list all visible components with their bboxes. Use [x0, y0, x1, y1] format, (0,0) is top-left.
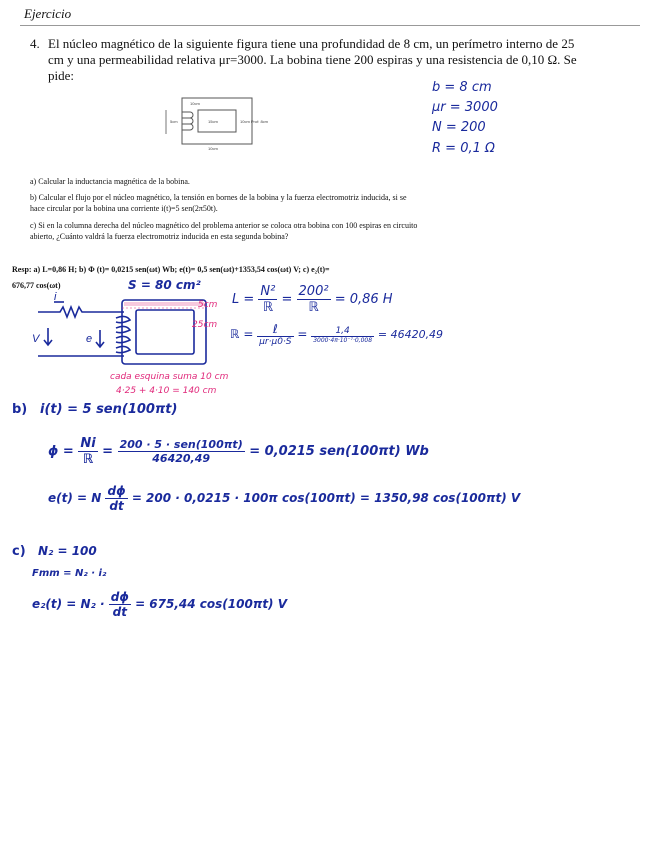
e-den: dt: [109, 499, 124, 513]
r-num2: 1,4: [311, 326, 374, 337]
subquestion-b: b) Calcular el flujo por el núcleo magnético, la tensión en bornes de la bobina y la fuerza electromotriz inducida, si se hace circular por la bobina una corriente i(t)=5 sen(2π50t).: [30, 193, 407, 213]
l-num2: 200²: [298, 284, 329, 299]
response-line-1: Resp: a) L=0,86 H; b) Φ (t)= 0,0215 sen(ωt) Wb; e(t)= 0,5 sen(ωt)+1353,54 cos(ωt) V; c) e₂(t)=: [12, 265, 330, 274]
r-den2: 3000·4π·10⁻⁷·0,008: [313, 336, 373, 344]
e2-result: = 675,44 cos(100πt) V: [135, 597, 288, 611]
problem-number: 4.: [30, 36, 40, 51]
phi-num1: Ni: [80, 436, 96, 451]
figure-label-right: 10cm Prof: 8cm: [240, 119, 269, 124]
part-b-label: b): [12, 402, 28, 417]
r-den1: μr·μ0·S: [259, 337, 292, 347]
second-coil-turns: N₂ = 100: [38, 544, 97, 558]
area-note: S = 80 cm²: [128, 278, 201, 292]
given-permeability: μr = 3000: [432, 100, 498, 115]
flux-formula: ϕ = $\frac{Ni}{\text{ℝ}}$ = $\frac{\text{200 · 5 · sen(100πt)}}{46420,49}$ = 0,0215 sen(100πt) Wb: [48, 436, 429, 467]
l-lhs: L =: [232, 292, 255, 307]
e-lhs: e(t) = N: [48, 491, 102, 505]
subquestion-a: a) Calcular la inductancia magnética de la bobina.: [30, 177, 190, 186]
given-turns: N = 200: [432, 120, 486, 135]
e2-den: dt: [112, 605, 127, 619]
r-result: = 46420,49: [377, 328, 444, 341]
second-emf-formula: [32, 590, 287, 619]
twentyfive-cm-note: 25cm: [192, 320, 218, 330]
figure-label-bottom: 10cm: [208, 146, 218, 151]
voltage-label: V: [32, 333, 40, 345]
r-lhs: ℝ =: [230, 327, 254, 341]
l-den2: ℝ: [308, 300, 319, 315]
phi-result: = 0,0215 sen(100πt) Wb: [249, 444, 429, 459]
corner-note: cada esquina suma 10 cm: [110, 372, 229, 382]
phi-num2: 200 · 5 · sen(100πt): [119, 438, 243, 451]
r-num1: ℓ: [257, 322, 293, 337]
header-divider: [20, 25, 640, 26]
e-result: = 200 · 0,0215 · 100π cos(100πt) = 1350,98 cos(100πt) V: [131, 491, 521, 505]
phi-den2: 46420,49: [152, 452, 211, 465]
l-result: = 0,86 H: [334, 292, 393, 307]
perimeter-note: 4·25 + 4·10 = 140 cm: [116, 386, 217, 396]
phi-den1: ℝ: [82, 452, 94, 467]
e-num: dϕ: [107, 484, 126, 498]
emf-label: e: [86, 333, 93, 345]
problem-text: El núcleo magnético de la siguiente figura tiene una profundidad de 8 cm, un perímetro interno de 25 cm y una permeabilidad relativa μr=3000. La bobina tiene 200 espiras y una resistencia de 0,10 Ω. Se pide:: [48, 36, 577, 83]
l-num1: N²: [260, 284, 276, 299]
l-den1: ℝ: [262, 300, 274, 315]
emf-formula: [48, 484, 520, 513]
e2-lhs: e₂(t) = N₂ ·: [32, 597, 105, 611]
figure-label-center: 15cm: [208, 119, 218, 124]
inductance-formula: L = $\frac{\text{N²}}{\text{ℝ}}$ = $\frac{\text{200²}}{\text{ℝ}}$ = 0,86 H: [232, 284, 393, 315]
phi-lhs: ϕ =: [48, 444, 74, 459]
current-expression: i(t) = 5 sen(100πt): [40, 402, 178, 417]
five-cm-note: 5cm: [198, 300, 218, 310]
figure-label-left: 5cm: [170, 119, 178, 124]
current-label: i: [54, 292, 57, 303]
given-resistance: R = 0,1 Ω: [432, 141, 495, 156]
subquestion-c: c) Si en la columna derecha del núcleo magnético del problema anterior se coloca otra bobina con 100 espiras en circuito abierto, ¿Cuánto valdrá la fuerza electromotriz inducida en esta segunda bobina?: [30, 221, 418, 241]
reluctance-formula: ℝ = $\frac{\text{ℓ}}{\mu r\cdot\mu 0\cdot S}$ = $\frac{1,4}{\text{3000·4π·10⁻⁷·0,008}}$ = 46420,49: [230, 322, 444, 347]
given-depth: b = 8 cm: [432, 80, 492, 95]
figure-label-top: 10cm: [190, 101, 200, 106]
mmf-expression: Fmm = N₂ · i₂: [32, 568, 107, 579]
response-line-2: 676,77 cos(ωt): [12, 281, 61, 290]
e2-num: dϕ: [110, 590, 129, 604]
core-figure: [160, 92, 280, 152]
part-c-label: c): [12, 544, 26, 559]
section-title: Ejercicio: [24, 6, 72, 21]
